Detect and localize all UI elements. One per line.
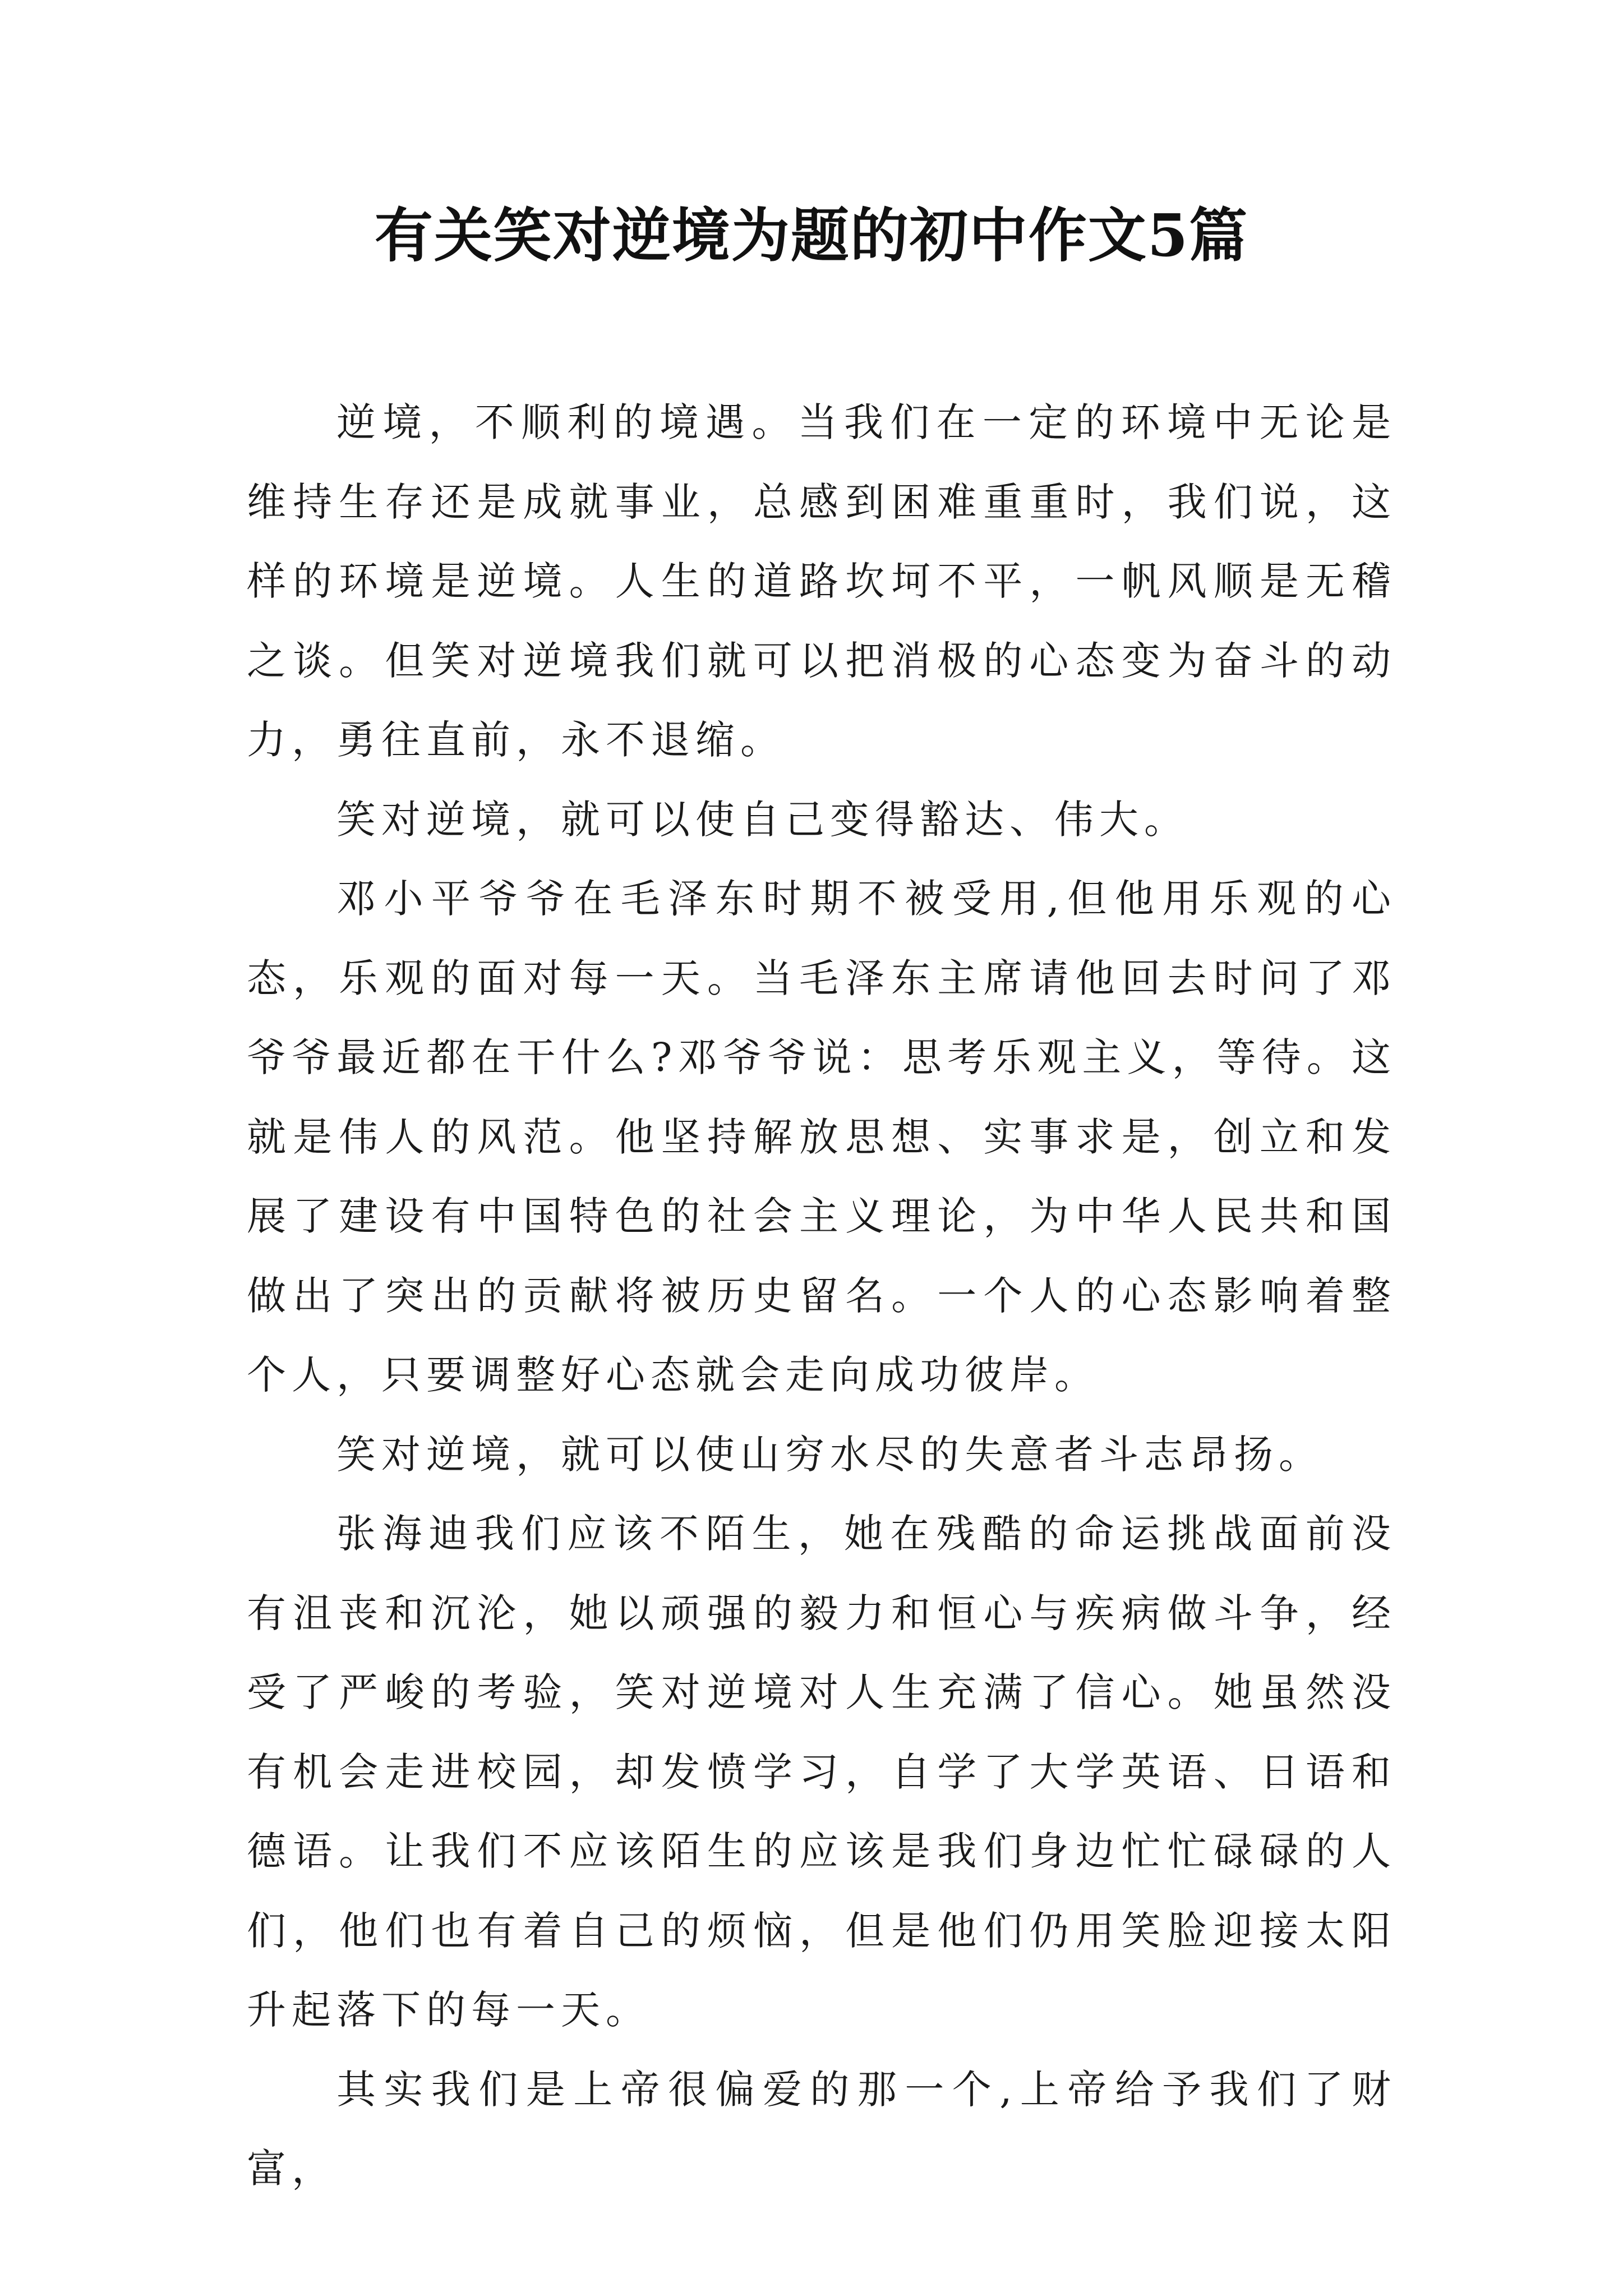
paragraph: 其实我们是上帝很偏爱的那一个,上帝给予我们了财富， xyxy=(247,2066,1396,2192)
paragraph: 逆境，不顺利的境遇。当我们在一定的环境中无论是维持生存还是成就事业，总感到困难重重时，我们说，这样的环境是逆境。人生的道路坎坷不平，一帆风顺是无稽之谈。但笑对逆境我们就可以把消极的心态变为奋斗的动力，勇往直前，永不退缩。 xyxy=(247,399,1396,763)
paragraph: 邓小平爷爷在毛泽东时期不被受用,但他用乐观的心态，乐观的面对每一天。当毛泽东主席请他回去时问了邓爷爷最近都在干什么?邓爷爷说：思考乐观主义，等待。这就是伟人的风范。他坚持解放思想、实事求是，创立和发展了建设有中国特色的社会主义理论，为中华人民共和国做出了突出的贡献将被历史留名。一个人的心态影响着整个人，只要调整好心态就会走向成功彼岸。 xyxy=(247,876,1396,1398)
document-title: 有关笑对逆境为题的初中作文5篇 xyxy=(374,201,1249,270)
document-body xyxy=(247,383,1396,2209)
paragraph: 张海迪我们应该不陌生，她在残酷的命运挑战面前没有沮丧和沉沦，她以顽强的毅力和恒心与疾病做斗争，经受了严峻的考验，笑对逆境对人生充满了信心。她虽然没有机会走进校园，却发愤学习，自学了大学英语、日语和德语。让我们不应该陌生的应该是我们身边忙忙碌碌的人们，他们也有着自己的烦恼，但是他们仍用笑脸迎接太阳升起落下的每一天。 xyxy=(247,1511,1396,2033)
paragraph: 笑对逆境，就可以使自己变得豁达、伟大。 xyxy=(336,796,1189,843)
paragraph: 笑对逆境，就可以使山穷水尽的失意者斗志昂扬。 xyxy=(336,1431,1324,1478)
